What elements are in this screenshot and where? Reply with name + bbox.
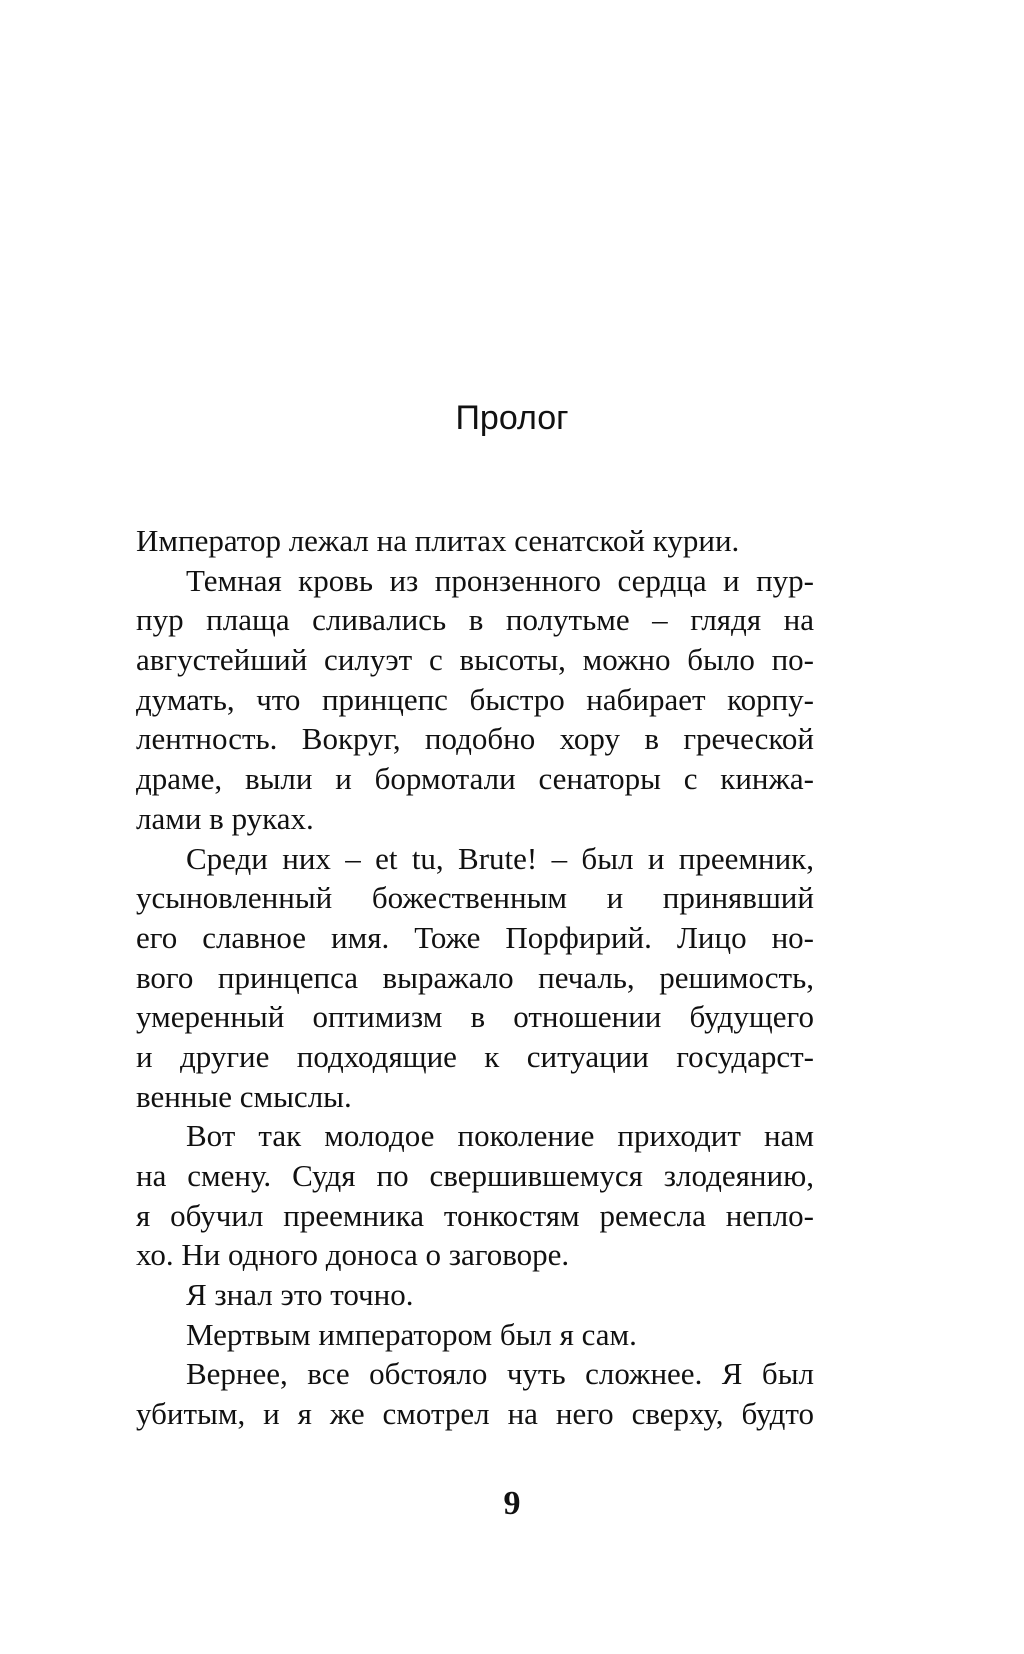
text-line: и другие подходящие к ситуации государст- [136, 1038, 814, 1074]
page-number: 9 [503, 1485, 521, 1522]
text-line: хо. Ни одного доноса о заговоре. [136, 1237, 570, 1273]
text-line: на смену. Судя по свершившемуся злодеянию, [136, 1158, 814, 1193]
text-line: Вернее, все обстояло чуть сложнее. Я был [186, 1356, 814, 1392]
text-line: Темная кровь из пронзенного сердца и пур- [186, 562, 814, 598]
text-line: я обучил преемника тонкостям ремесла непло- [136, 1197, 814, 1233]
text-line: драме, выли и бормотали сенаторы с кинжа- [136, 761, 814, 797]
text-line: Вот так молодое поколение приходит нам [186, 1118, 814, 1154]
text-line: лентность. Вокруг, подобно хору в греческой [136, 721, 814, 757]
text-line: вого принцепса выражало печаль, решимость, [136, 959, 814, 995]
text-line: Император лежал на плитах сенатской курии. [136, 523, 740, 558]
text-line: Среди них – et tu, Brute! – был и преемник, [186, 840, 814, 876]
text-line: усыновленный божественным и принявший [136, 880, 814, 916]
text-line: умеренный оптимизм в отношении будущего [136, 999, 814, 1035]
text-line: его славное имя. Тоже Порфирий. Лицо но- [136, 919, 814, 955]
text-line: венные смыслы. [136, 1078, 352, 1114]
body-text [136, 521, 814, 1434]
text-line: думать, что принцепс быстро набирает корпу- [136, 681, 814, 717]
chapter-title: Пролог [455, 399, 569, 437]
text-line: пур плаща сливались в полутьме – глядя на [136, 602, 814, 638]
text-line: лами в руках. [136, 800, 314, 836]
text-line: убитым, и я же смотрел на него сверху, будто [136, 1396, 814, 1432]
text-line: августейший силуэт с высоты, можно было по- [136, 642, 814, 678]
text-line: Мертвым императором был я сам. [186, 1316, 637, 1352]
text-line: Я знал это точно. [186, 1277, 414, 1313]
